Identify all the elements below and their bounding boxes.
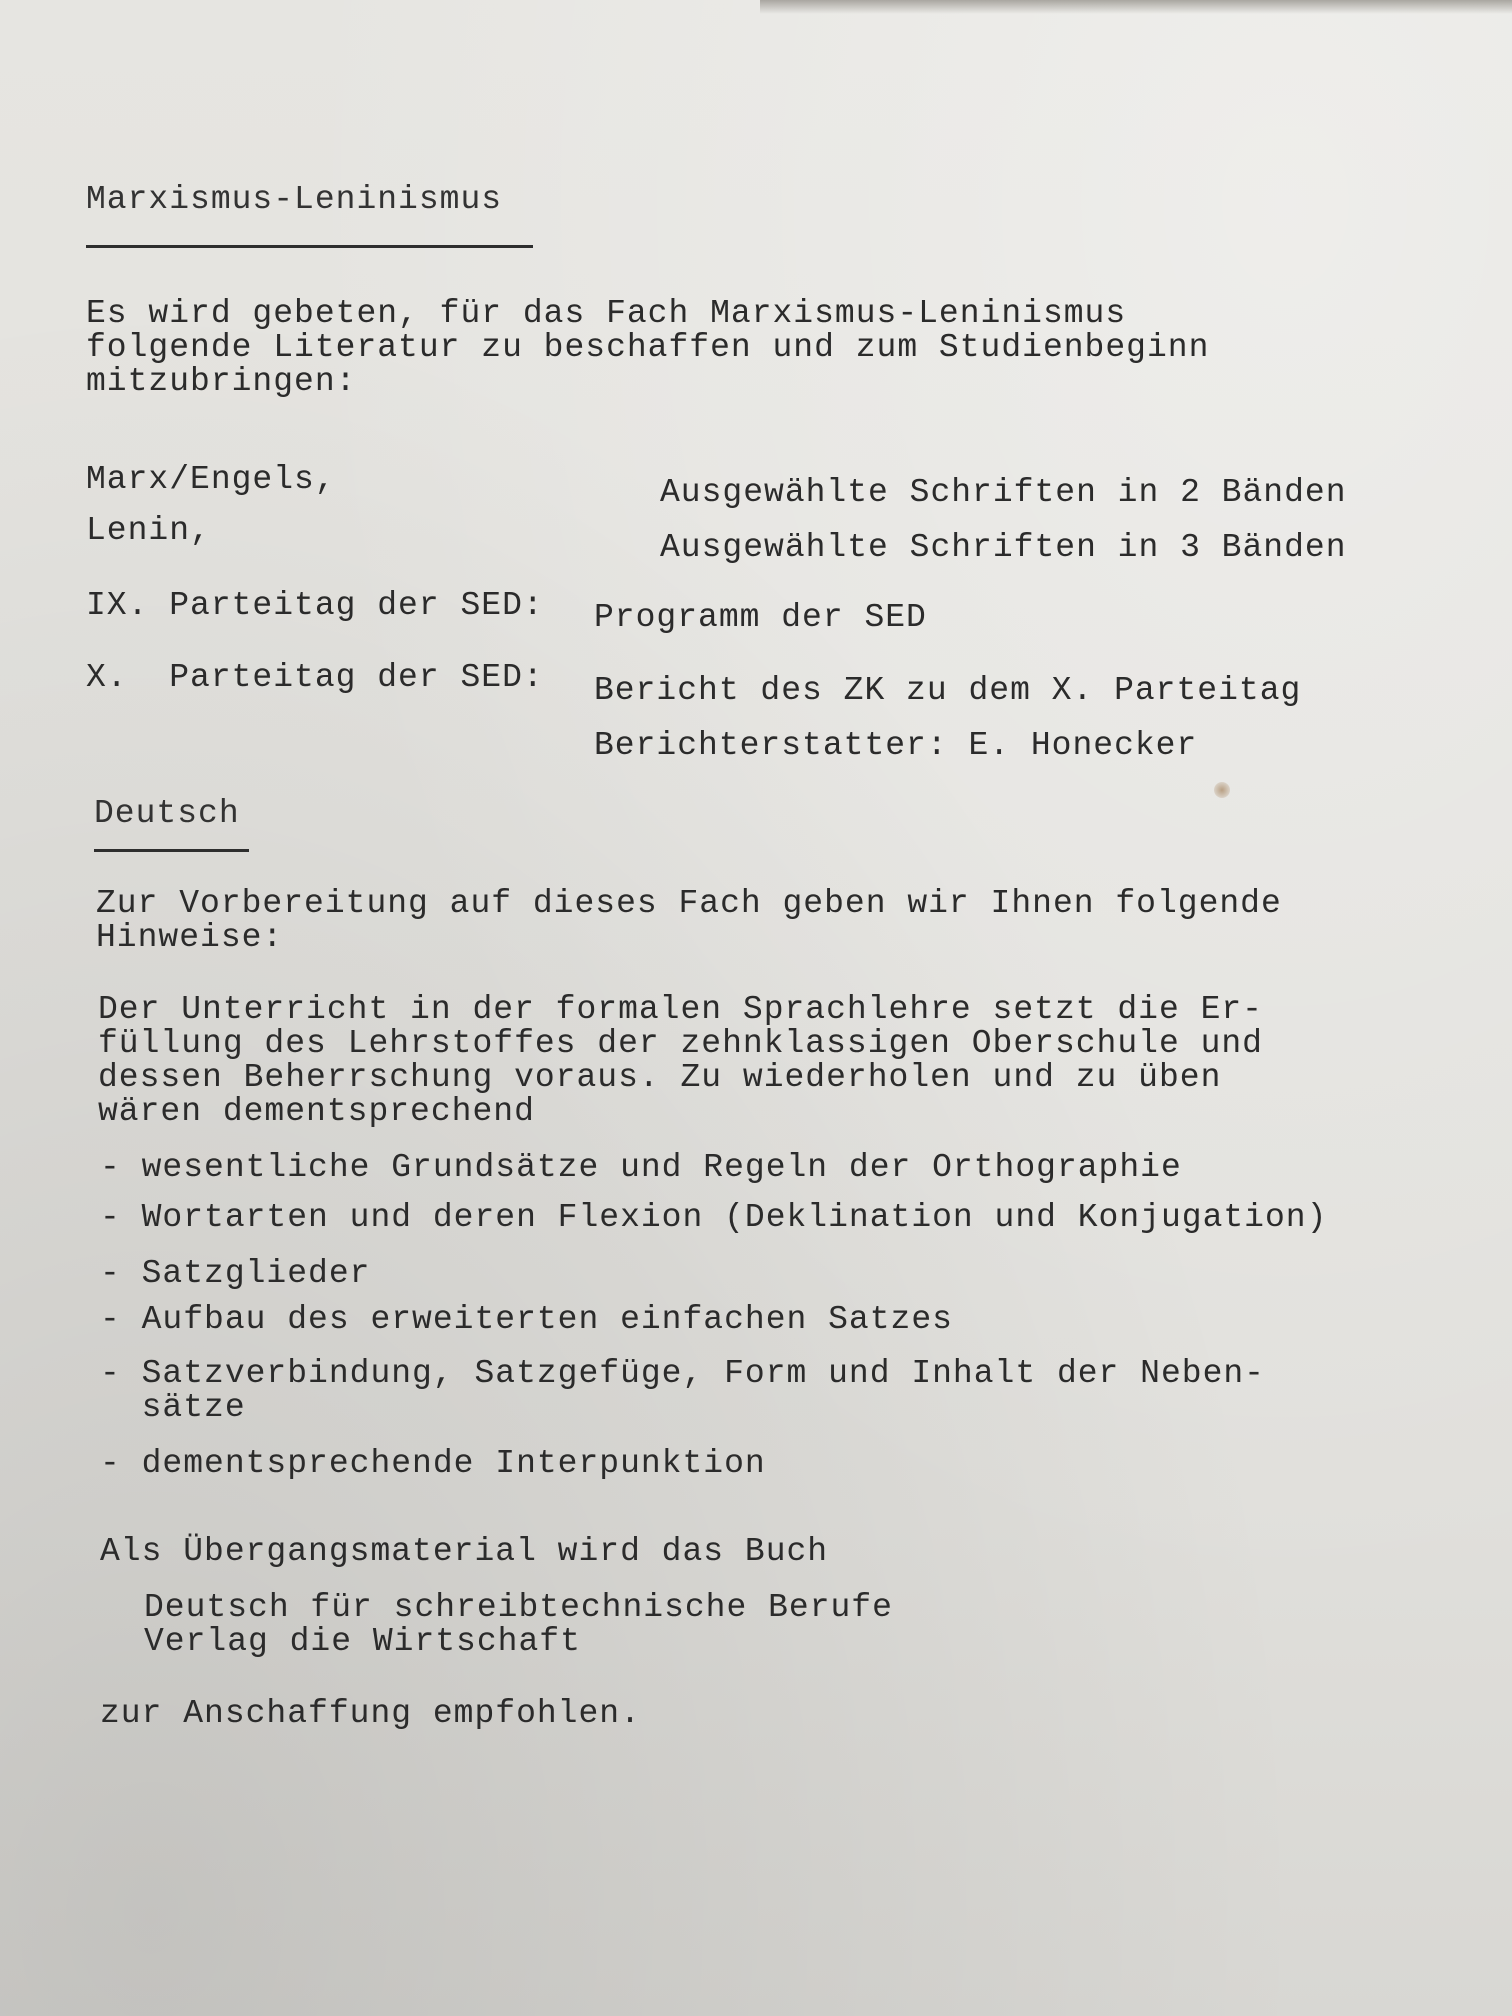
party-text-x: Bericht des ZK zu dem X. Parteitag (594, 672, 1302, 709)
paragraph-line-3: dessen Beherrschung voraus. Zu wiederholen und zu üben (98, 1059, 1222, 1096)
party-label-x: X. Parteitag der SED: (86, 659, 544, 696)
closing-line: zur Anschaffung empfohlen. (100, 1695, 641, 1732)
list-item: - dementsprechende Interpunktion (100, 1445, 766, 1482)
intro-line-3: mitzubringen: (86, 363, 357, 400)
section-heading-deutsch: Deutsch (94, 795, 240, 832)
party-text-ix: Programm der SED (594, 599, 927, 636)
list-item: - Wortarten und deren Flexion (Deklination und Konjugation) (100, 1199, 1328, 1236)
paper-stain (1214, 782, 1230, 798)
book-author-marx-engels: Marx/Engels, (86, 461, 336, 498)
list-item-continuation: sätze (100, 1389, 246, 1426)
paragraph-line-4: wären dementsprechend (98, 1093, 535, 1130)
list-item: - wesentliche Grundsätze und Regeln der Orthographie (100, 1149, 1182, 1186)
paper-edge-shadow (760, 0, 1512, 14)
book-publisher: Verlag die Wirtschaft (144, 1623, 581, 1660)
deutsch-intro-line-1: Zur Vorbereitung auf dieses Fach geben wir Ihnen folgende (96, 885, 1282, 922)
heading-underline-deutsch (94, 849, 249, 852)
book-author-lenin: Lenin, (86, 512, 211, 549)
intro-line-1: Es wird gebeten, für das Fach Marxismus-Leninismus (86, 295, 1127, 332)
book-title-deutsch: Deutsch für schreibtechnische Berufe (144, 1589, 893, 1626)
section-heading-marxismus: Marxismus-Leninismus (86, 181, 503, 218)
list-item: - Satzverbindung, Satzgefüge, Form und Inhalt der Neben- (100, 1355, 1265, 1392)
paragraph-line-2: füllung des Lehrstoffes der zehnklassigen Oberschule und (98, 1025, 1263, 1062)
list-item: - Aufbau des erweiterten einfachen Satzes (100, 1301, 953, 1338)
intro-line-2: folgende Literatur zu beschaffen und zum Studienbeginn (86, 329, 1210, 366)
deutsch-intro-line-2: Hinweise: (96, 919, 284, 956)
party-reporter: Berichterstatter: E. Honecker (594, 727, 1198, 764)
book-title-marx-engels: Ausgewählte Schriften in 2 Bänden (660, 474, 1347, 511)
transition-line: Als Übergangsmaterial wird das Buch (100, 1533, 829, 1570)
book-title-lenin: Ausgewählte Schriften in 3 Bänden (660, 529, 1347, 566)
paragraph-line-1: Der Unterricht in der formalen Sprachlehre setzt die Er- (98, 991, 1263, 1028)
party-label-ix: IX. Parteitag der SED: (86, 587, 544, 624)
heading-underline-marxismus (86, 245, 533, 248)
list-item: - Satzglieder (100, 1255, 371, 1292)
